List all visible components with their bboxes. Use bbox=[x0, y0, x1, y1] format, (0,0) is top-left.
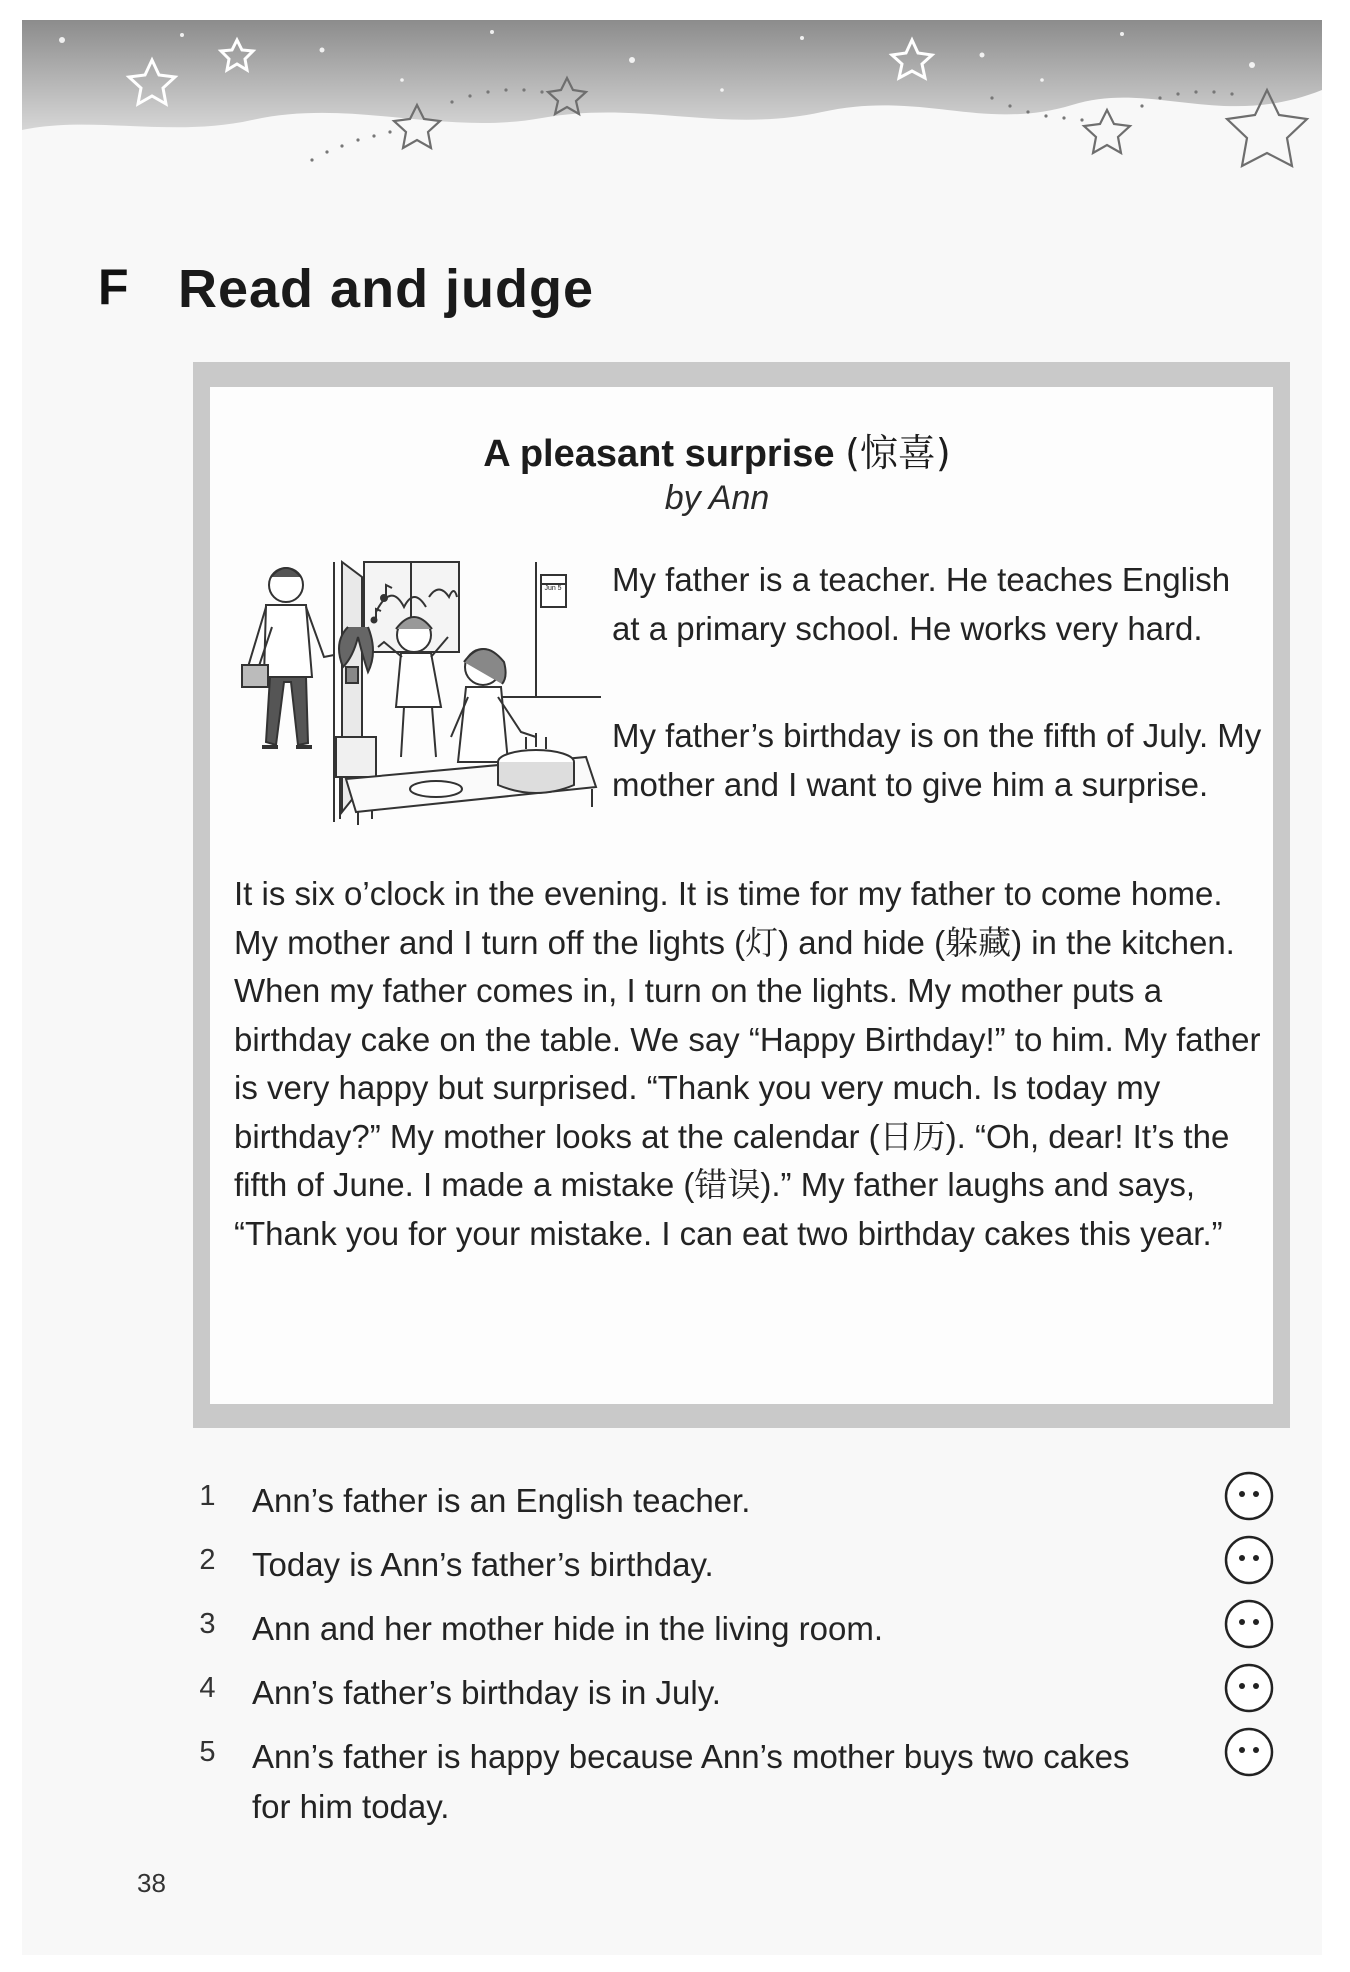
story-title bbox=[210, 422, 1224, 477]
section-letter: F bbox=[98, 259, 129, 315]
surprise-party-illustration bbox=[236, 557, 601, 829]
question-text: Ann’s father is an English teacher. bbox=[252, 1482, 751, 1519]
question-text: Today is Ann’s father’s birthday. bbox=[252, 1546, 714, 1583]
page-number: 38 bbox=[137, 1868, 166, 1898]
question-text: Ann’s father’s birthday is in July. bbox=[252, 1674, 721, 1711]
calendar-label: Jun 5 bbox=[544, 585, 562, 592]
question-number: 3 bbox=[199, 1608, 216, 1640]
story-title-text: A pleasant surprise bbox=[483, 433, 835, 475]
story-title-chinese: (惊喜) bbox=[845, 431, 951, 475]
smiley-face-answer-icon[interactable] bbox=[1223, 1662, 1275, 1714]
story-paragraph-2: My father’s birthday is on the fifth of July. My mother and I want to give him a surprise. bbox=[612, 717, 1262, 803]
smiley-face-answer-icon[interactable] bbox=[1223, 1598, 1275, 1650]
question-number: 1 bbox=[199, 1480, 216, 1512]
story-paragraph-1: My father is a teacher. He teaches English at a primary school. He works very hard. bbox=[612, 561, 1231, 647]
story-paragraph-3: It is six o’clock in the evening. It is time for my father to come home. My mother and I turn off the lights (灯) and hide (躲藏) in the kitchen. When my father comes in, I turn on the lights. My mother puts a birthday cake on the table. We say “Happy Birthday!” to him. My father is very happy but surprised. “Thank you very much. Is today my birthday?” My mother looks at the calendar (日历). “Oh, dear! It’s the fifth of June. I made a mistake (错误).” My father laughs and says, “Thank you for your mistake. I can eat two birthday cakes this year.” bbox=[234, 875, 1261, 1252]
story-card bbox=[210, 387, 1273, 1404]
question-number: 5 bbox=[199, 1736, 216, 1768]
question-text: Ann’s father is happy because Ann’s mother buys two cakes for him today. bbox=[252, 1738, 1130, 1825]
section-title: Read and judge bbox=[178, 259, 595, 319]
question-text: Ann and her mother hide in the living room. bbox=[252, 1610, 884, 1647]
smiley-face-answer-icon[interactable] bbox=[1223, 1534, 1275, 1586]
star-banner-decoration bbox=[22, 20, 1322, 190]
question-number: 2 bbox=[199, 1544, 216, 1576]
smiley-face-answer-icon[interactable] bbox=[1223, 1726, 1275, 1778]
question-number: 4 bbox=[199, 1672, 216, 1704]
story-byline: by Ann bbox=[664, 479, 770, 517]
smiley-face-answer-icon[interactable] bbox=[1223, 1470, 1275, 1522]
